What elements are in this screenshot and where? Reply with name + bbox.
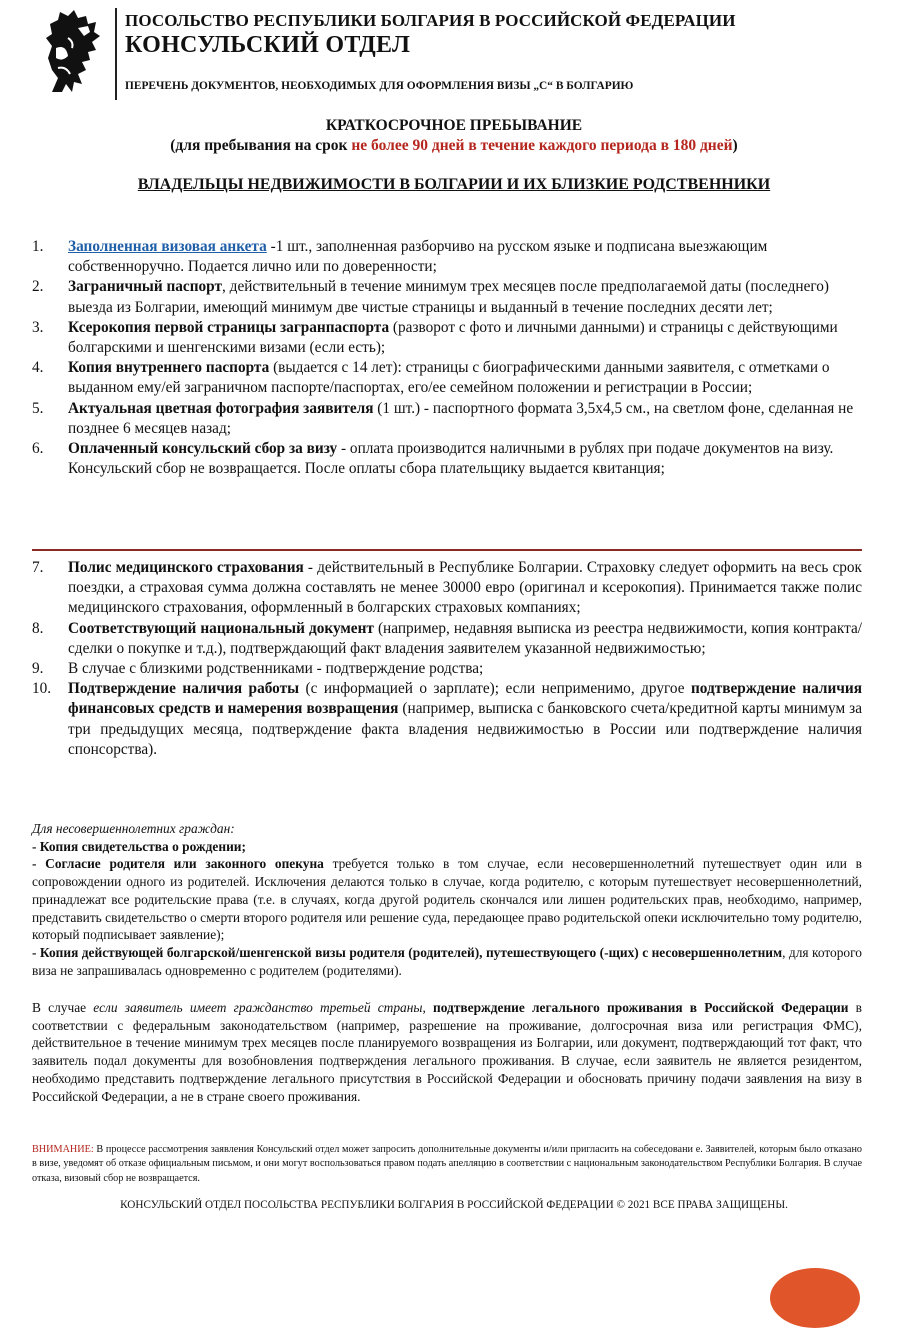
minors-heading: Для несовершеннолетних граждан:: [32, 821, 235, 836]
third-country-text-2: ,: [422, 1000, 434, 1015]
item-number: 8.: [32, 619, 44, 637]
list-item: [32, 399, 862, 439]
item-title: Ксерокопия первой страницы загранпаспорта: [68, 318, 390, 336]
item-text: - действительный в Республике Болгарии. Страховку следует оформить на весь срок поездки, а страховая сумма должна составлять не менее 30000 евро (оригинал и ксерокопия). Принимается также полис медицинского страхования, оформленный в болгарских страховых компаниях;: [68, 559, 862, 617]
stay-duration-limit: не более 90 дней в течение каждого периода в 180 дней: [351, 137, 733, 154]
third-country-text-1: В случае: [32, 1000, 94, 1015]
attention-text: В процессе рассмотрения заявления Консульский отдел может запросить дополнительные документы и/или пригласить на собеседовани е. Заявителей, которым было отказано в визе, уведомят об отказе официальным письмом, и они могут воспользоваться правом подать апелляцию в соответствии с национальным законодательством Республики Болгария. В случае отказа, визовый сбор не возвращается.: [32, 1144, 862, 1184]
third-country-text-3: в соответствии с федеральным законодательством (например, разрешение на проживание, долгосрочная виза или регистрация ФМС), действительное в течение минимум трех месяцев после планируемого возвращения из Болгарии, или документ, подтверждающий тот факт, что заявитель подал документы для возобновления подтверждения легального проживания. В случае, если заявитель не является резидентом, необходимо представить подтверждение легального присутствия в Российской Федерации и обосновать причину подачи заявления на визу в Российской Федерации, а не в стране своего проживания.: [32, 1000, 862, 1104]
item-title: Заграничный паспорт: [68, 278, 223, 296]
item-title: Подтверждение наличия работы: [68, 680, 300, 698]
header-divider: [115, 8, 117, 100]
third-country-requirement: подтверждение легального проживания в Российской Федерации: [433, 1000, 849, 1015]
list-item: [32, 679, 862, 760]
list-item: [32, 659, 862, 679]
item-number: 4.: [32, 359, 44, 377]
item-number: 3.: [32, 318, 44, 336]
minors-birth-certificate: - Копия свидетельства о рождении;: [32, 838, 246, 854]
item-number: 5.: [32, 399, 44, 417]
item-title: Полис медицинского страхования: [68, 559, 304, 576]
lion-crest-icon: [38, 8, 110, 94]
stay-duration-suffix: ): [732, 137, 738, 154]
minors-visa-copy-title: - Копия действующей болгарской/шенгенской визы родителя (родителей), путешествующего (-щих) с несовершеннолетним: [32, 944, 783, 960]
orange-corner-shape: [770, 1268, 860, 1328]
requirements-list-part1: [32, 237, 862, 479]
item-title: Актуальная цветная фотография заявителя: [68, 399, 374, 417]
list-item: [32, 619, 862, 659]
minors-visa-copy-text: , для которого виза не запрашивалась одновременно с родителем (родителями).: [32, 944, 862, 978]
item-title: Соответствующий национальный документ: [68, 619, 374, 637]
item-title: Оплаченный консульский сбор за визу: [68, 440, 338, 458]
item-text: (выдается с 14 лет): страницы с биографическими данными заявителя, с отметками о выданном ему/ей заграничном паспорте/паспортах, его/ее семейном положении и регистрации в России;: [68, 359, 830, 397]
item-text: В случае с близкими родственниками - подтверждение родства;: [68, 660, 484, 678]
document-subtitle: ПЕРЕЧЕНЬ ДОКУМЕНТОВ, НЕОБХОДИМЫХ ДЛЯ ОФОРМЛЕНИЯ ВИЗЫ „С“ В БОЛГАРИЮ: [125, 80, 634, 92]
section-divider: [32, 549, 862, 551]
item-number: 2.: [32, 278, 44, 296]
applicant-category: ВЛАДЕЛЬЦЫ НЕДВИЖИМОСТИ В БОЛГАРИИ И ИХ БЛИЗКИЕ РОДСТВЕННИКИ: [137, 176, 771, 193]
list-item: [32, 318, 862, 358]
item-number: 9.: [32, 660, 44, 678]
item-number: 7.: [32, 559, 44, 576]
requirements-list-part2: [32, 558, 862, 760]
list-item: [32, 237, 862, 277]
third-country-condition: если заявитель имеет гражданство третьей страны: [93, 1000, 423, 1015]
item-number: 10.: [32, 680, 52, 698]
item-text: - оплата производится наличными в рублях при подаче документов на визу. Консульский сбор не возвращается. После оплаты сбора плательщику выдается квитанция;: [68, 440, 834, 478]
item-text: , действительный в течение минимум трех месяцев после предполагаемой даты (последнего) выезда из Болгарии, имеющий минимум две чистые страницы и выданный в течение последних десяти лет;: [68, 278, 830, 316]
list-item: [32, 358, 862, 398]
department-name: КОНСУЛЬСКИЙ ОТДЕЛ: [125, 32, 411, 58]
minors-consent-text: требуется только в том случае, если несовершеннолетний путешествует один или в сопровождении одного из родителей. Исключения делаются только в случае, когда родителю, с которым путешествует несовершеннолетний, принадлежат все родительские права (т.е. в случаях, когда другой родитель скончался или лишен родительских прав, необходимо, например, представить свидетельство о смерти второго родителя или решение суда, передающее право родительской опеки исключительно тому родителю, который подписывает заявление);: [32, 856, 862, 943]
attention-label: ВНИМАНИЕ:: [32, 1144, 94, 1155]
item-title: Копия внутреннего паспорта: [68, 359, 270, 377]
stay-duration-prefix: (для пребывания на срок: [170, 137, 352, 154]
minors-section: [32, 820, 862, 979]
item-text: (например, недавняя выписка из реестра недвижимости, копия контракта/сделки о покупке и т.д.), подтверждающий факт владения заявителем указанной недвижимостью;: [68, 619, 862, 657]
item-text-2: (например, выписка с банковского счета/кредитной карты минимум за три предыдущих месяца, подтверждение факта владения недвижимостью в России или подтверждение наличия спонсорства).: [68, 700, 862, 758]
list-item: [32, 558, 862, 619]
footer-copyright: КОНСУЛЬСКИЙ ОТДЕЛ ПОСОЛЬСТВА РЕСПУБЛИКИ БОЛГАРИЯ В РОССИЙСКОЙ ФЕДЕРАЦИИ © 2021 ВСЕ ПРАВА ЗАЩИЩЕНЫ.: [120, 1199, 788, 1211]
visa-form-link[interactable]: Заполненная визовая анкета: [68, 238, 267, 255]
item-number: 6.: [32, 440, 44, 458]
list-item: [32, 277, 862, 317]
item-number: 1.: [32, 238, 44, 255]
list-item: [32, 439, 862, 479]
item-text: (с информацией о зарплате); если неприменимо, другое: [299, 680, 691, 698]
item-title-2: подтверждение наличия финансовых средств и намерения возвращения: [68, 680, 862, 718]
item-text: -1 шт., заполненная разборчиво на русском языке и подписана выезжающим собственноручно. Подается лично или по доверенности;: [68, 238, 768, 276]
embassy-name: ПОСОЛЬСТВО РЕСПУБЛИКИ БОЛГАРИЯ В РОССИЙСКОЙ ФЕДЕРАЦИИ: [125, 11, 736, 30]
item-text: (1 шт.) - паспортного формата 3,5х4,5 см., на светлом фоне, сделанная не позднее 6 месяцев назад;: [68, 399, 854, 437]
item-text: (разворот с фото и личными данными) и страницы с действующими болгарскими и шенгенскими визами (если есть);: [68, 318, 838, 357]
stay-type-title: КРАТКОСРОЧНОЕ ПРЕБЫВАНИЕ: [325, 117, 583, 134]
minors-consent-title: - Согласие родителя или законного опекуна: [32, 856, 324, 872]
stay-duration: [0, 137, 908, 155]
attention-note: [32, 1143, 862, 1186]
third-country-section: [32, 999, 862, 1105]
